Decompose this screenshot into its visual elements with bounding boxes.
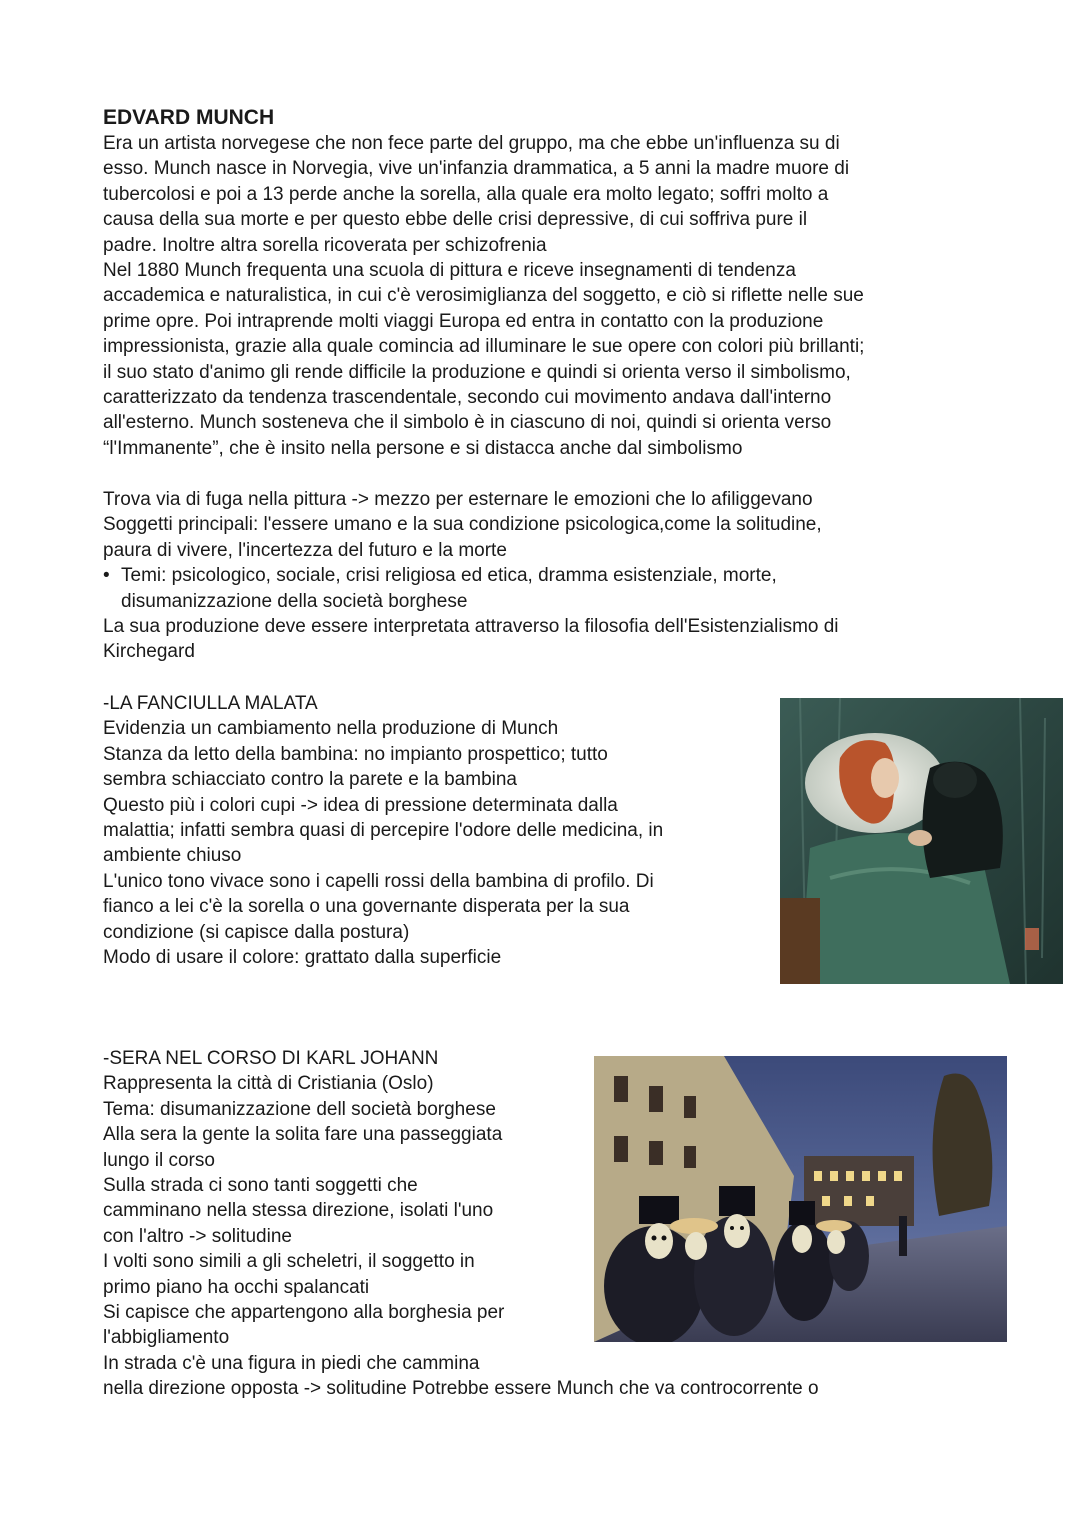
sera-line: con l'altro -> solitudine: [103, 1225, 292, 1247]
sera-line: Sulla strada ci sono tanti soggetti che: [103, 1175, 418, 1197]
karl-johan-image: [594, 1056, 1007, 1342]
fanciulla-line: malattia; infatti sembra quasi di percepire l'odore delle medicina, in: [103, 820, 664, 842]
bullet-text: Temi: psicologico, sociale, crisi religiosa ed etica, dramma esistenziale, morte,: [121, 565, 777, 587]
karl-johan-painting: [594, 1056, 1007, 1342]
themes-bullet: [103, 563, 839, 588]
intro-line: Nel 1880 Munch frequenta una scuola di pittura e riceve insegnamenti di tendenza: [103, 260, 796, 282]
section-heading: -SERA NEL CORSO DI KARL JOHANN: [103, 1048, 439, 1069]
sera-line: lungo il corso: [103, 1149, 215, 1171]
intro-line: “l'Immanente”, che è insito nella persone e si distacca anche dal simbolismo: [103, 437, 743, 459]
intro-line: padre. Inoltre altra sorella ricoverata per schizofrenia: [103, 234, 547, 256]
fanciulla-line: Modo di usare il colore: grattato dalla superficie: [103, 947, 502, 969]
page-title: EDVARD MUNCH: [103, 106, 275, 129]
intro-line: causa della sua morte e per questo ebbe delle crisi depressive, di cui soffriva pure il: [103, 209, 808, 231]
fanciulla-line: Stanza da letto della bambina: no impianto prospettico; tutto: [103, 743, 608, 765]
sera-line: nella direzione opposta -> solitudine Potrebbe essere Munch che va controcorrente o: [103, 1378, 819, 1400]
sera-line: Rappresenta la città di Cristiania (Oslo): [103, 1073, 434, 1095]
intro-line: impressionista, grazie alla quale comincia ad illuminare le sue opere con colori più brillanti;: [103, 336, 865, 358]
intro-line: tubercolosi e poi a 13 perde anche la sorella, alla quale era molto legato; soffri molto a: [103, 183, 829, 205]
intro-line: accademica e naturalistica, in cui c'è verosimiglianza del soggetto, e ciò si riflette nelle sue: [103, 285, 864, 307]
intro-line: esso. Munch nasce in Norvegia, vive un'infanzia drammatica, a 5 anni la madre muore di: [103, 158, 850, 180]
intro-paragraph: [103, 131, 864, 461]
themes-paragraph: [103, 487, 839, 665]
fanciulla-line: L'unico tono vivace sono i capelli rossi della bambina di profilo. Di: [103, 870, 654, 892]
themes-line: paura di vivere, l'incertezza del futuro e la morte: [103, 539, 507, 561]
intro-line: il suo stato d'animo gli rende difficile la produzione e quindi si orienta verso il simbolismo,: [103, 361, 851, 383]
sera-line: primo piano ha occhi spalancati: [103, 1276, 370, 1298]
bullet-continuation: disumanizzazione della società borghese: [121, 590, 468, 612]
fanciulla-line: Questo più i colori cupi -> idea di pressione determinata dalla: [103, 794, 618, 816]
fanciulla-line: Evidenzia un cambiamento nella produzione di Munch: [103, 718, 559, 740]
fanciulla-line: fianco a lei c'è la sorella o una governante disperata per la sua: [103, 896, 630, 918]
themes-line: Kirchegard: [103, 641, 195, 663]
themes-line: Trova via di fuga nella pittura -> mezzo per esternare le emozioni che lo afiliggevano: [103, 489, 813, 510]
sera-line: I volti sono simili a gli scheletri, il soggetto in: [103, 1251, 475, 1273]
themes-line: La sua produzione deve essere interpretata attraverso la filosofia dell'Esistenzialismo di: [103, 616, 839, 638]
intro-line: Era un artista norvegese che non fece parte del gruppo, ma che ebbe un'influenza su di: [103, 133, 840, 154]
intro-line: caratterizzato da tendenza trascendentale, secondo cui movimento andava dall'interno: [103, 387, 832, 409]
intro-line: all'esterno. Munch sosteneva che il simbolo è in ciascuno di noi, quindi si orienta verso: [103, 412, 832, 434]
sera-line: l'abbigliamento: [103, 1327, 230, 1349]
intro-line: prime opre. Poi intraprende molti viaggi Europa ed entra in contatto con la produzione: [103, 310, 824, 332]
sick-child-painting: [780, 698, 1063, 984]
fanciulla-line: sembra schiacciato contro la parete e la bambina: [103, 769, 518, 791]
sick-child-image: [780, 698, 1063, 984]
fanciulla-line: ambiente chiuso: [103, 845, 242, 867]
sera-line: Alla sera la gente la solita fare una passeggiata: [103, 1124, 503, 1146]
fanciulla-section: [103, 691, 663, 970]
sera-line: Tema: disumanizzazione dell società borghese: [103, 1098, 496, 1120]
sera-line: In strada c'è una figura in piedi che cammina: [103, 1352, 480, 1374]
sera-line: Si capisce che appartengono alla borghesia per: [103, 1302, 505, 1324]
fanciulla-line: condizione (si capisce dalla postura): [103, 921, 410, 943]
bullet-dot: •: [103, 565, 110, 587]
sera-line: camminano nella stessa direzione, isolati l'uno: [103, 1200, 494, 1222]
themes-line: Soggetti principali: l'essere umano e la sua condizione psicologica,come la solitudine,: [103, 514, 822, 536]
section-heading: -LA FANCIULLA MALATA: [103, 693, 318, 714]
